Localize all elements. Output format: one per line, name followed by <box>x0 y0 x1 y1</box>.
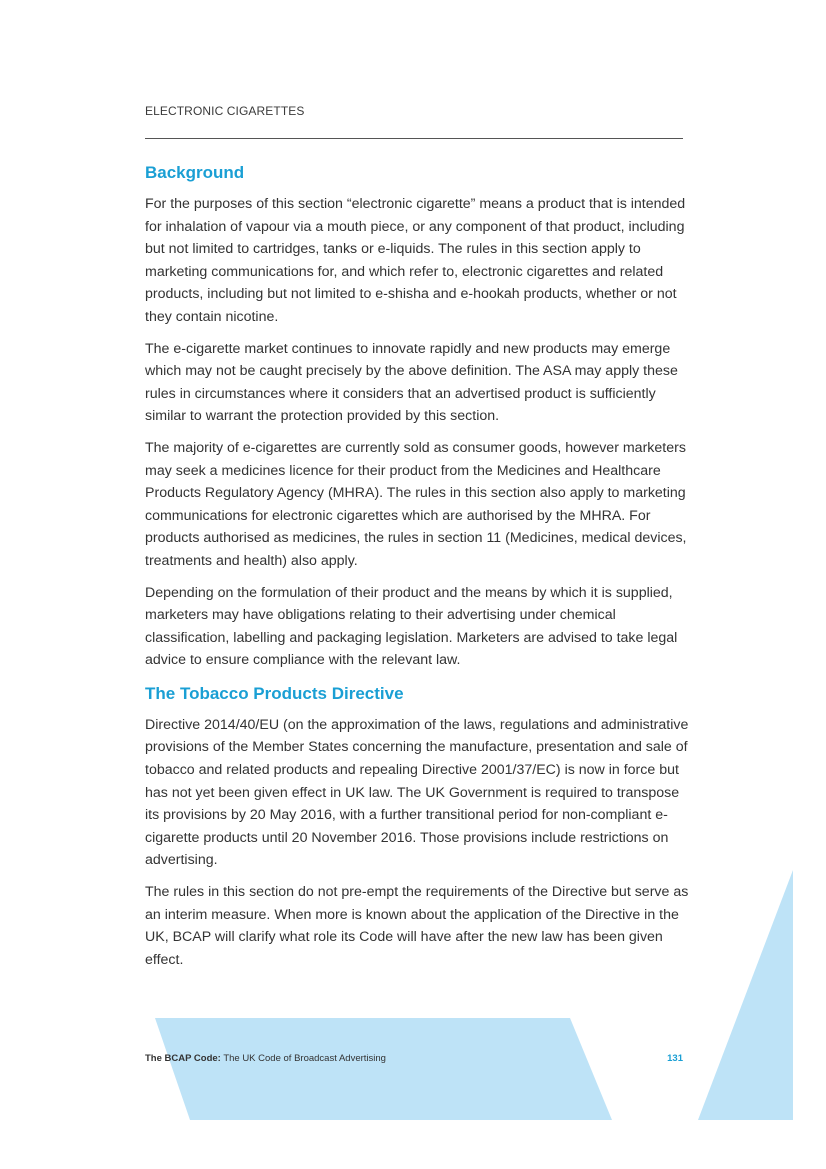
page-footer <box>145 1053 683 1064</box>
paragraph: Depending on the formulation of their product and the means by which it is supplied, marketers may have obligations relating to their advertising under chemical classification, labelling and packaging legislation. Marketers are advised to take legal advice to ensure compliance with the relevant law. <box>145 584 678 669</box>
footer-band-shape <box>155 1018 612 1120</box>
paragraph: For the purposes of this section “electronic cigarette” means a product that is intended for inhalation of vapour via a mouth piece, or any component of that product, including but not limited to cartridges, tanks or e-liquids. The rules in this section apply to marketing communications for, and which refer to, electronic cigarettes and related products, including but not limited to e-shisha and e-hookah products, whether or not they contain nicotine. <box>145 196 686 325</box>
footer-code-name: The BCAP Code: <box>145 1053 221 1064</box>
section-heading-tobacco-products-directive: The Tobacco Products Directive <box>145 683 404 703</box>
paragraph: The rules in this section do not pre-empt the requirements of the Directive but serve as an interim measure. When more is known about the application of the Directive in the UK, BCAP will clarify what role its Code will have after the new law has been given effect. <box>145 884 689 968</box>
side-stripe-shape <box>698 870 793 1120</box>
paragraph: The e-cigarette market continues to innovate rapidly and new products may emerge which may not be caught precisely by the above definition. The ASA may apply these rules in circumstances where it considers that an advertised product is sufficiently similar to warrant the protection provided by this section. <box>145 340 678 425</box>
header-divider <box>145 138 683 139</box>
footer-subtitle: The UK Code of Broadcast Advertising <box>223 1053 386 1064</box>
page-number: 131 <box>667 1053 683 1064</box>
running-head: ELECTRONIC CIGARETTES <box>145 104 305 118</box>
main-content <box>145 160 690 971</box>
section-heading-background: Background <box>145 163 245 182</box>
paragraph: The majority of e-cigarettes are currently sold as consumer goods, however marketers may seek a medicines licence for their product from the Medicines and Healthcare Products Regulatory Agency (MHRA). The rules in this section also apply to marketing communications for electronic cigarettes which are authorised by the MHRA. For products authorised as medicines, the rules in section 11 (Medicines, medical devices, treatments and health) also apply. <box>145 439 687 569</box>
paragraph: Directive 2014/40/EU (on the approximation of the laws, regulations and administrative provisions of the Member States concerning the manufacture, presentation and sale of tobacco and related products and repealing Directive 2001/37/EC) is now in force but has not yet been given effect in UK law. The UK Government is required to transpose its provisions by 20 May 2016, with a further transitional period for non-compliant e-cigarette products until 20 November 2016. Those provisions include restrictions on advertising. <box>145 716 689 869</box>
